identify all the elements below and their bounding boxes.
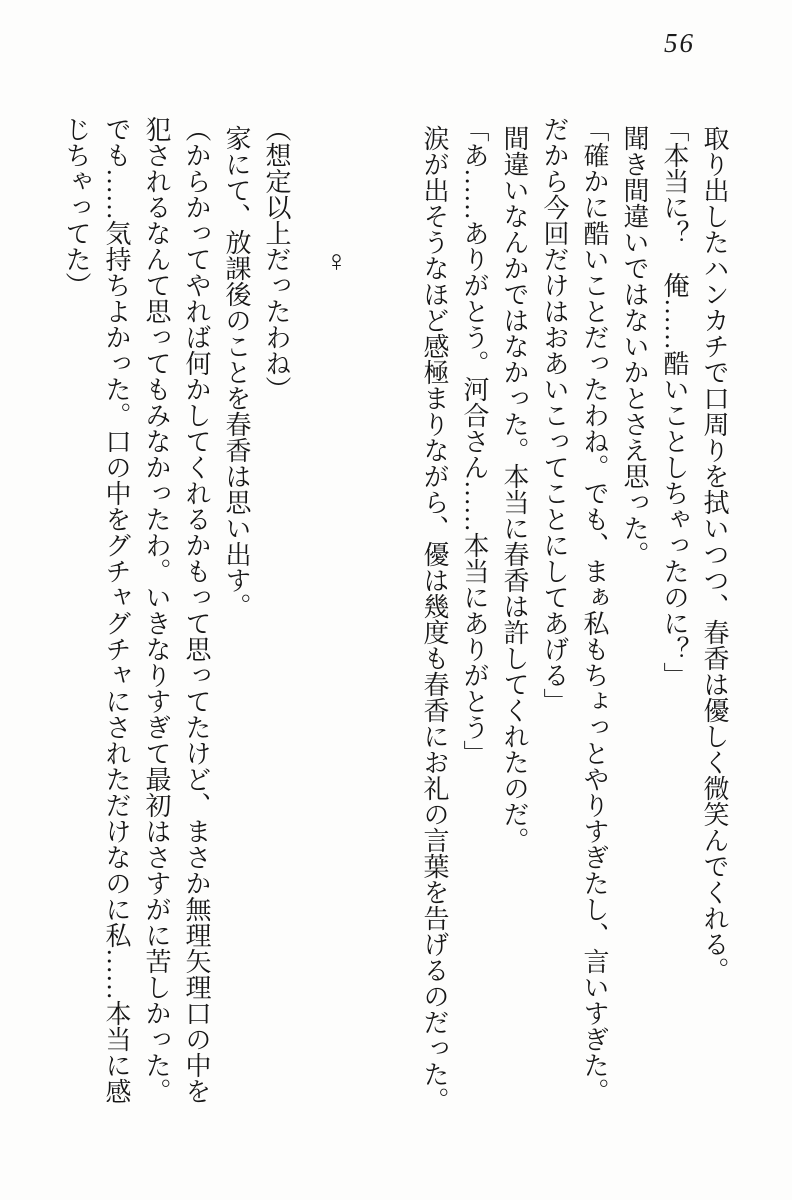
paragraph: 涙が出そうなほど感極まりながら、優は幾度も春香にお礼の言葉を告げるのだった。 [420,125,449,1114]
paragraph: 取り出したハンカチで口周りを拭いつつ、春香は優しく微笑んでくれる。 [700,125,729,984]
paragraph: 「あ……ありがとう。河合さん……本当にありがとう」 [460,116,489,766]
paragraph: （からかってやれば何かしてくれるかもって思ってたけど、まさか無理矢理口の中を犯されるなんて思ってもみなかったわ。いきなりすぎて最初はさすがに苦しかった。でも……気持ちよかった。口の中をグチャグチャにされただけなのに私……本当に感じちゃってた） [62,116,211,1104]
paragraph: 「確かに酷いことだったわね。でも、まぁ私もちょっとやりすぎたし、言いすぎた。だから今回だけはおあいこってことにしてあげる」 [540,116,609,1104]
vertical-text-area [48,116,734,1118]
paragraph: 間違いなんかではなかった。本当に春香は許してくれたのだ。 [500,125,529,854]
paragraph: （想定以上だったわね） [262,116,291,402]
paragraph: 家にて、放課後のことを春香は思い出す。 [222,125,251,620]
paragraph: 聞き間違いではないかとさえ思った。 [620,125,649,568]
page-number: 56 [664,28,695,58]
section-divider-female-symbol: ♀ [320,245,353,278]
paragraph: 「本当に？ 俺……酷いことしちゃったのに？」 [660,116,689,688]
